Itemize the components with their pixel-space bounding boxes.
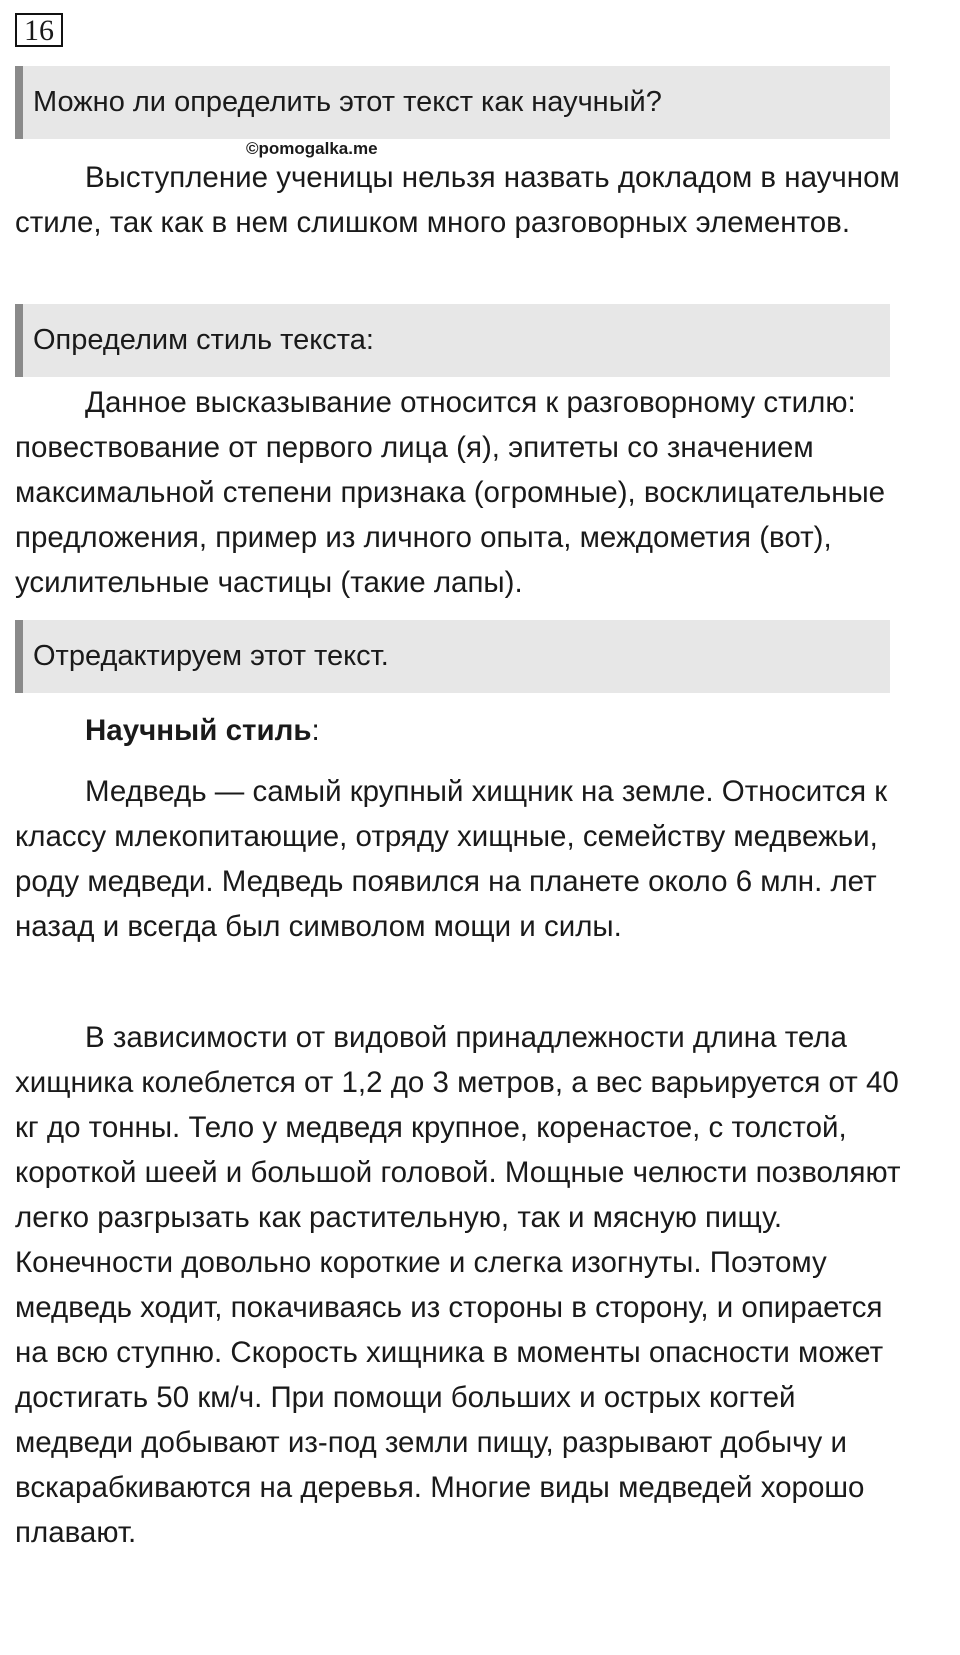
scientific-style-heading-colon: : (311, 714, 320, 747)
task-number-box: 16 (15, 13, 63, 47)
question-2-text: Определим стиль текста: (33, 324, 374, 356)
question-bar-1 (15, 66, 890, 139)
scientific-style-heading (85, 708, 320, 753)
scientific-style-heading-bold: Научный стиль (85, 714, 312, 747)
scientific-paragraph-1: Медведь — самый крупный хищник на земле. Относится к классу млекопитающие, отряду хищные, семейству медвежьи, роду медведи. Медведь появился на планете около 6 млн. лет назад и всегда был символом мощи и силы. (15, 775, 888, 943)
question-1-text: Можно ли определить этот текст как научный? (33, 86, 662, 118)
answer-1-paragraph: Выступление ученицы нельзя назвать докладом в научном стиле, так как в нем слишком много разговорных элементов. (15, 161, 900, 239)
question-bar-3 (15, 620, 890, 693)
scientific-paragraph-2: В зависимости от видовой принадлежности длина тела хищника колеблется от 1,2 до 3 метров, а вес варьируется от 40 кг до тонны. Тело у медведя крупное, коренастое, с толстой, короткой шеей и большой головой. Мощные челюсти позволяют легко разгрызать как растительную, так и мясную пищу. Конечности довольно короткие и слегка изогнуты. Поэтому медведь ходит, покачиваясь из стороны в сторону, и опирается на всю ступню. Скорость хищника в моменты опасности может достигать 50 км/ч. При помощи больших и острых когтей медведи добывают из-под земли пищу, разрывают добычу и вскарабкиваются на деревья. Многие виды медведей хорошо плавают. (15, 1021, 901, 1549)
question-bar-2 (15, 304, 890, 377)
question-3-text: Отредактируем этот текст. (33, 640, 389, 672)
answer-2-paragraph: Данное высказывание относится к разговорному стилю: повествование от первого лица (я), эпитеты со значением максимальной степени признака (огромные), восклицательные предложения, пример из личного опыта, междометия (вот), усилительные частицы (такие лапы). (15, 386, 886, 599)
watermark: ©pomogalka.me (246, 139, 378, 158)
